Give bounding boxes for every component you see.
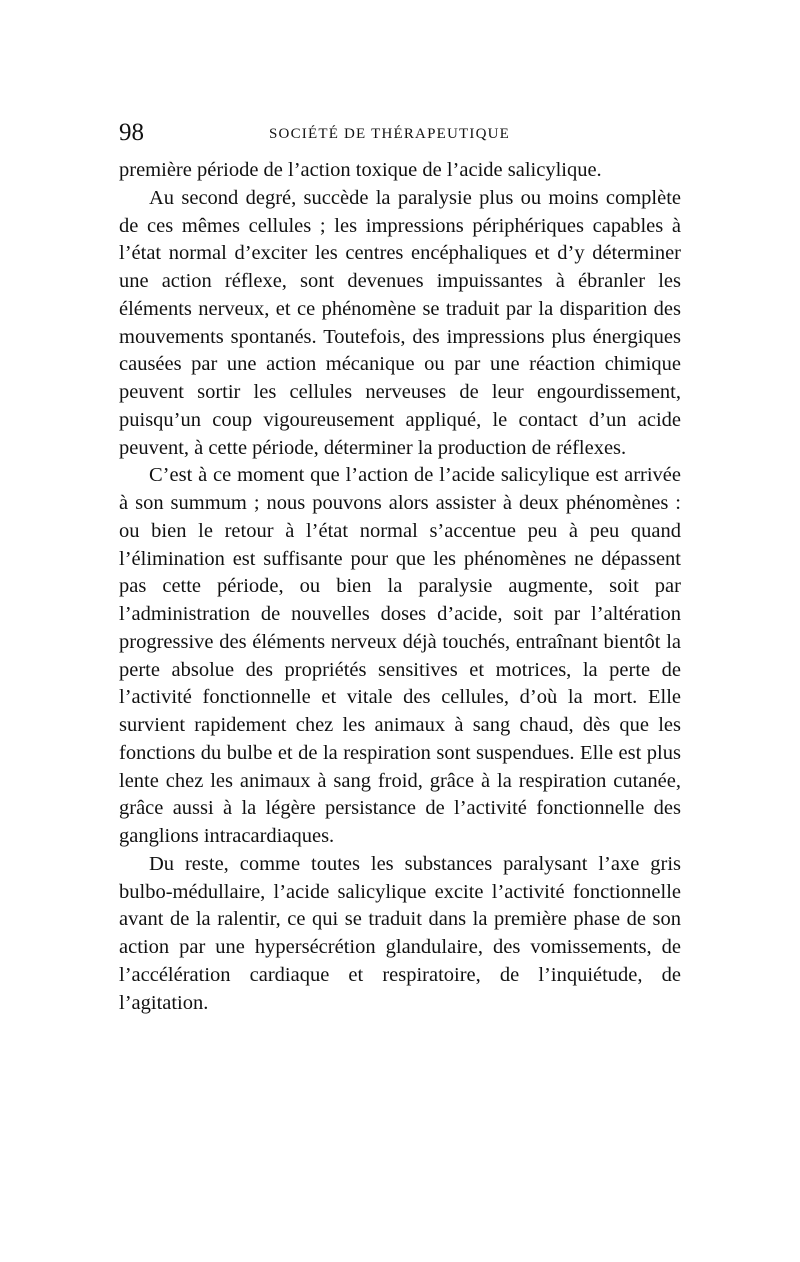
running-head: SOCIÉTÉ DE THÉRAPEUTIQUE — [269, 126, 511, 142]
paragraph-continuation: première période de l’action toxique de l’acide salicylique. — [119, 159, 602, 181]
paragraph: Du reste, comme toutes les substances paralysant l’axe gris bulbo-médullaire, l’acide salicylique excite l’activité fonctionnelle avant de la ralentir, ce qui se traduit dans la première phase de son action par une hypersécrétion glandulaire, des vomissements, de l’accélération cardiaque et respiratoire, de l’inquiétude, de l’agitation. — [119, 852, 681, 1014]
paragraph: C’est à ce moment que l’action de l’acide salicylique est arrivée à son summum ; nous pouvons alors assister à deux phénomènes : ou bien le retour à l’état normal s’accentue peu à peu quand l’élimination est suffisante pour que les phénomènes ne dépassent pas cette période, ou bien la paralysie augmente, soit par l’administration de nouvelles doses d’acide, soit par l’altération progressive des éléments nerveux déjà touchés, entraînant bientôt la perte absolue des propriétés sensitives et motrices, la perte de l’activité fonctionnelle et vitale des cellules, d’où la mort. Elle survient rapidement chez les animaux à sang chaud, dès que les fonctions du bulbe et de la respiration sont suspendues. Elle est plus lente chez les animaux à sang froid, grâce à la respiration cutanée, grâce aussi à la légère persistance de l’activité fonctionnelle des ganglions intracardiaques. — [119, 464, 681, 847]
page-header — [119, 118, 684, 148]
paragraph: Au second degré, succède la paralysie plus ou moins complète de ces mêmes cellules ; les impressions périphériques capables à l’état normal d’exciter les centres encéphaliques et d’y déterminer une action réflexe, sont devenues impuissantes à ébranler les éléments nerveux, et ce phénomène se traduit par la disparition des mouvements spontanés. Toutefois, des impressions plus énergiques causées par une action mécanique ou par une réaction chimique peuvent sortir les cellules nerveuses de leur engourdissement, puisqu’un coup vigoureusement appliqué, le contact d’un acide peuvent, à cette période, déterminer la production de réflexes. — [119, 186, 681, 459]
page-number: 98 — [119, 119, 144, 146]
body-text — [119, 157, 681, 1017]
